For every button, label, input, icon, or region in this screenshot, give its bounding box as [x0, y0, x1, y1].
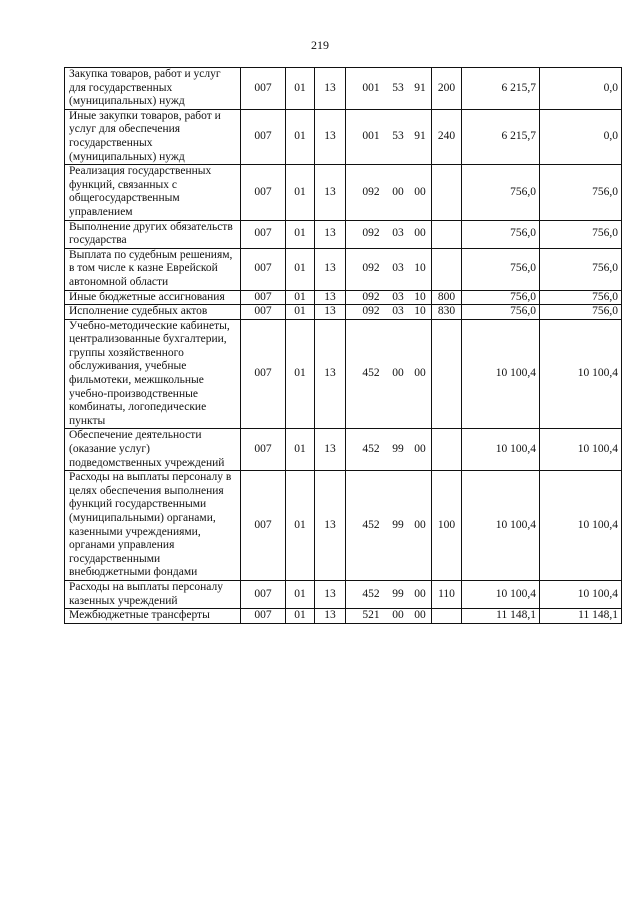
budget-table — [64, 67, 622, 624]
table-row — [65, 429, 622, 471]
table-row — [65, 305, 622, 320]
table-row — [65, 248, 622, 290]
expense-type-code-cell — [432, 248, 462, 290]
target-article-code-part: 00 — [414, 227, 426, 240]
ministry-code-cell: 007 — [241, 580, 286, 608]
ministry-code-cell: 007 — [241, 109, 286, 164]
expense-type-code-cell: 100 — [432, 471, 462, 581]
expense-name-cell: Иные бюджетные ассигнования — [65, 290, 241, 305]
amount-cell: 756,0 — [462, 165, 540, 220]
target-article-code-cell — [346, 471, 432, 581]
table-row — [65, 580, 622, 608]
amount-cell: 10 100,4 — [462, 319, 540, 429]
subsection-code-cell: 13 — [315, 68, 346, 110]
subsection-code-cell: 13 — [315, 609, 346, 624]
target-article-code-part: 092 — [362, 305, 380, 318]
amount-cell: 6 215,7 — [462, 68, 540, 110]
target-article-code-part: 00 — [392, 609, 404, 622]
ministry-code-cell: 007 — [241, 305, 286, 320]
ministry-code-cell: 007 — [241, 609, 286, 624]
expense-type-code-cell: 830 — [432, 305, 462, 320]
amount-cell: 10 100,4 — [462, 471, 540, 581]
target-article-code-cell — [346, 220, 432, 248]
target-article-code-part: 00 — [414, 367, 426, 380]
expense-name-cell: Реализация государственных функций, связанных с общегосударственным управлением — [65, 165, 241, 220]
subsection-code-cell: 13 — [315, 429, 346, 471]
expense-name-cell: Выплата по судебным решениям, в том числе к казне Еврейской автономной области — [65, 248, 241, 290]
amount-cell: 756,0 — [540, 248, 622, 290]
ministry-code-cell: 007 — [241, 319, 286, 429]
target-article-code-part: 521 — [362, 609, 380, 622]
section-code-cell: 01 — [286, 165, 315, 220]
subsection-code-cell: 13 — [315, 580, 346, 608]
subsection-code-cell: 13 — [315, 220, 346, 248]
target-article-code-part: 10 — [414, 290, 426, 303]
section-code-cell: 01 — [286, 471, 315, 581]
amount-cell: 10 100,4 — [462, 580, 540, 608]
section-code-cell: 01 — [286, 68, 315, 110]
amount-cell: 756,0 — [540, 305, 622, 320]
ministry-code-cell: 007 — [241, 429, 286, 471]
table-row — [65, 290, 622, 305]
target-article-code-part: 03 — [392, 262, 404, 275]
expense-type-code-cell — [432, 319, 462, 429]
expense-name-cell: Расходы на выплаты персоналу казенных учреждений — [65, 580, 241, 608]
subsection-code-cell: 13 — [315, 319, 346, 429]
expense-name-cell: Межбюджетные трансферты — [65, 609, 241, 624]
expense-name-cell: Иные закупки товаров, работ и услуг для обеспечения государственных (муниципальных) нужд — [65, 109, 241, 164]
subsection-code-cell: 13 — [315, 471, 346, 581]
ministry-code-cell: 007 — [241, 290, 286, 305]
table-row — [65, 68, 622, 110]
amount-cell: 756,0 — [462, 248, 540, 290]
amount-cell: 756,0 — [540, 165, 622, 220]
section-code-cell: 01 — [286, 305, 315, 320]
section-code-cell: 01 — [286, 429, 315, 471]
target-article-code-part: 53 — [392, 130, 404, 143]
target-article-code-cell — [346, 429, 432, 471]
target-article-code-part: 00 — [414, 518, 426, 531]
target-article-code-part: 99 — [392, 518, 404, 531]
target-article-code-cell — [346, 68, 432, 110]
amount-cell: 756,0 — [540, 220, 622, 248]
amount-cell: 756,0 — [540, 290, 622, 305]
target-article-code-cell — [346, 305, 432, 320]
target-article-code-cell — [346, 580, 432, 608]
target-article-code-part: 00 — [414, 185, 426, 198]
target-article-code-part: 99 — [392, 587, 404, 600]
target-article-code-part: 99 — [392, 443, 404, 456]
ministry-code-cell: 007 — [241, 68, 286, 110]
target-article-code-part: 10 — [414, 262, 426, 275]
target-article-code-part: 092 — [362, 290, 380, 303]
target-article-code-part: 452 — [362, 367, 380, 380]
expense-type-code-cell: 240 — [432, 109, 462, 164]
amount-cell: 756,0 — [462, 220, 540, 248]
target-article-code-cell — [346, 109, 432, 164]
table-row — [65, 220, 622, 248]
subsection-code-cell: 13 — [315, 248, 346, 290]
expense-name-cell: Учебно-методические кабинеты, централизованные бухгалтерии, группы хозяйственного обслуживания, учебные фильмотеки, межшкольные учебно-производственные комбинаты, логопедические пункты — [65, 319, 241, 429]
subsection-code-cell: 13 — [315, 109, 346, 164]
page-number: 219 — [311, 38, 329, 52]
target-article-code-part: 001 — [362, 81, 380, 94]
target-article-code-part: 00 — [414, 443, 426, 456]
target-article-code-part: 03 — [392, 290, 404, 303]
amount-cell: 6 215,7 — [462, 109, 540, 164]
amount-cell: 10 100,4 — [462, 429, 540, 471]
table-row — [65, 319, 622, 429]
target-article-code-part: 452 — [362, 587, 380, 600]
target-article-code-part: 53 — [392, 81, 404, 94]
table-row — [65, 165, 622, 220]
section-code-cell: 01 — [286, 319, 315, 429]
amount-cell: 0,0 — [540, 109, 622, 164]
expense-name-cell: Обеспечение деятельности (оказание услуг) подведомственных учреждений — [65, 429, 241, 471]
expense-type-code-cell — [432, 429, 462, 471]
amount-cell: 10 100,4 — [540, 429, 622, 471]
target-article-code-cell — [346, 319, 432, 429]
target-article-code-cell — [346, 165, 432, 220]
target-article-code-part: 092 — [362, 185, 380, 198]
expense-type-code-cell: 200 — [432, 68, 462, 110]
target-article-code-part: 00 — [414, 609, 426, 622]
target-article-code-part: 91 — [414, 81, 426, 94]
target-article-code-part: 10 — [414, 305, 426, 318]
ministry-code-cell: 007 — [241, 165, 286, 220]
target-article-code-part: 092 — [362, 227, 380, 240]
target-article-code-cell — [346, 609, 432, 624]
amount-cell: 10 100,4 — [540, 319, 622, 429]
table-row — [65, 109, 622, 164]
amount-cell: 10 100,4 — [540, 471, 622, 581]
expense-type-code-cell — [432, 609, 462, 624]
amount-cell: 756,0 — [462, 290, 540, 305]
expense-name-cell: Закупка товаров, работ и услуг для государственных (муниципальных) нужд — [65, 68, 241, 110]
target-article-code-cell — [346, 290, 432, 305]
amount-cell: 756,0 — [462, 305, 540, 320]
ministry-code-cell: 007 — [241, 248, 286, 290]
target-article-code-part: 452 — [362, 518, 380, 531]
table-row — [65, 609, 622, 624]
subsection-code-cell: 13 — [315, 290, 346, 305]
section-code-cell: 01 — [286, 109, 315, 164]
target-article-code-part: 03 — [392, 227, 404, 240]
amount-cell: 11 148,1 — [462, 609, 540, 624]
ministry-code-cell: 007 — [241, 471, 286, 581]
expense-type-code-cell: 110 — [432, 580, 462, 608]
amount-cell: 0,0 — [540, 68, 622, 110]
target-article-code-part: 00 — [392, 185, 404, 198]
target-article-code-part: 00 — [392, 367, 404, 380]
subsection-code-cell: 13 — [315, 165, 346, 220]
section-code-cell: 01 — [286, 290, 315, 305]
expense-name-cell: Исполнение судебных актов — [65, 305, 241, 320]
expense-name-cell: Расходы на выплаты персоналу в целях обеспечения выполнения функций государственными (муниципальными) органами, казенными учреждениями, органами управления государственными внебюджетными фондами — [65, 471, 241, 581]
target-article-code-part: 452 — [362, 443, 380, 456]
expense-type-code-cell — [432, 220, 462, 248]
section-code-cell: 01 — [286, 248, 315, 290]
expense-type-code-cell: 800 — [432, 290, 462, 305]
expense-type-code-cell — [432, 165, 462, 220]
target-article-code-part: 91 — [414, 130, 426, 143]
section-code-cell: 01 — [286, 580, 315, 608]
subsection-code-cell: 13 — [315, 305, 346, 320]
amount-cell: 10 100,4 — [540, 580, 622, 608]
amount-cell: 11 148,1 — [540, 609, 622, 624]
section-code-cell: 01 — [286, 609, 315, 624]
expense-name-cell: Выполнение других обязательств государства — [65, 220, 241, 248]
target-article-code-cell — [346, 248, 432, 290]
target-article-code-part: 03 — [392, 305, 404, 318]
table-row — [65, 471, 622, 581]
target-article-code-part: 001 — [362, 130, 380, 143]
section-code-cell: 01 — [286, 220, 315, 248]
target-article-code-part: 092 — [362, 262, 380, 275]
ministry-code-cell: 007 — [241, 220, 286, 248]
target-article-code-part: 00 — [414, 587, 426, 600]
